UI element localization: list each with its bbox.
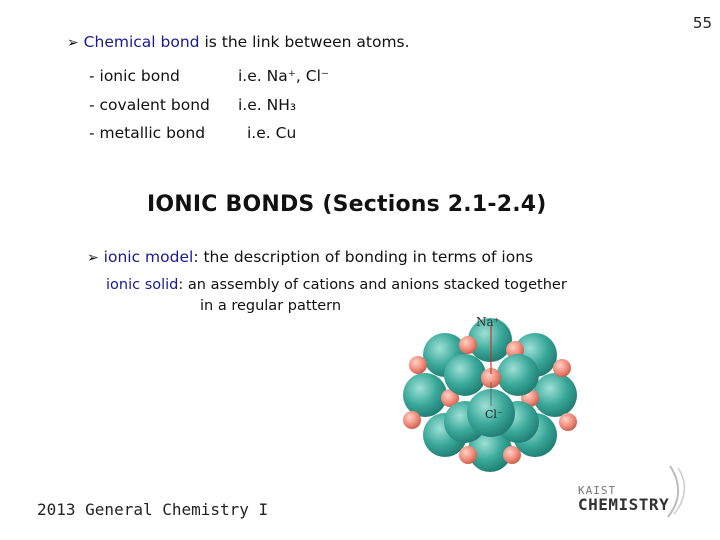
sodium-ion — [503, 446, 521, 464]
intro-rest: is the link between atoms. — [204, 33, 410, 51]
sodium-ion — [459, 446, 477, 464]
nacl-lattice-figure — [390, 310, 590, 480]
chloride-ion — [533, 373, 577, 417]
ionic-model-term: ionic model — [103, 248, 194, 266]
sodium-ion — [409, 356, 427, 374]
logo-swoosh-icon — [640, 462, 700, 522]
bond-type-label: - ionic bond — [89, 67, 180, 85]
logo-main-text: CHEMISTRY — [578, 495, 670, 514]
bond-type-example: i.e. Cu — [247, 124, 297, 142]
chloride-ion — [497, 354, 539, 396]
ionic-solid-line — [106, 277, 567, 293]
anion-label: Cl⁻ — [485, 408, 503, 421]
ionic-model-line — [87, 248, 533, 266]
bond-type-label: - metallic bond — [89, 124, 206, 142]
section-heading: IONIC BONDS (Sections 2.1-2.4) — [147, 192, 547, 217]
bond-type-label: - covalent bond — [89, 96, 210, 114]
ionic-solid-line2: in a regular pattern — [200, 298, 342, 314]
chloride-ion — [444, 354, 486, 396]
intro-line — [67, 33, 410, 51]
arrow-bullet-icon: ➢ — [87, 250, 99, 266]
logo-top-text: KAIST — [578, 484, 617, 497]
sodium-ion — [403, 411, 421, 429]
footer-text: 2013 General Chemistry I — [37, 500, 269, 519]
sodium-ion — [559, 413, 577, 431]
intro-term: Chemical bond — [83, 33, 200, 51]
ionic-solid-term: ionic solid — [106, 277, 179, 293]
arrow-bullet-icon: ➢ — [67, 35, 79, 51]
sodium-ion — [459, 336, 477, 354]
ionic-model-rest: : the description of bonding in terms of ions — [193, 248, 534, 266]
page-number: 55 — [692, 14, 712, 32]
bond-type-example: i.e. Na⁺, Cl⁻ — [238, 67, 330, 85]
sodium-ion — [553, 359, 571, 377]
bond-type-example: i.e. NH₃ — [238, 96, 297, 114]
chloride-ion — [403, 373, 447, 417]
ionic-solid-rest: : an assembly of cations and anions stacked together — [178, 277, 567, 293]
cation-label: Na⁺ — [476, 315, 500, 329]
